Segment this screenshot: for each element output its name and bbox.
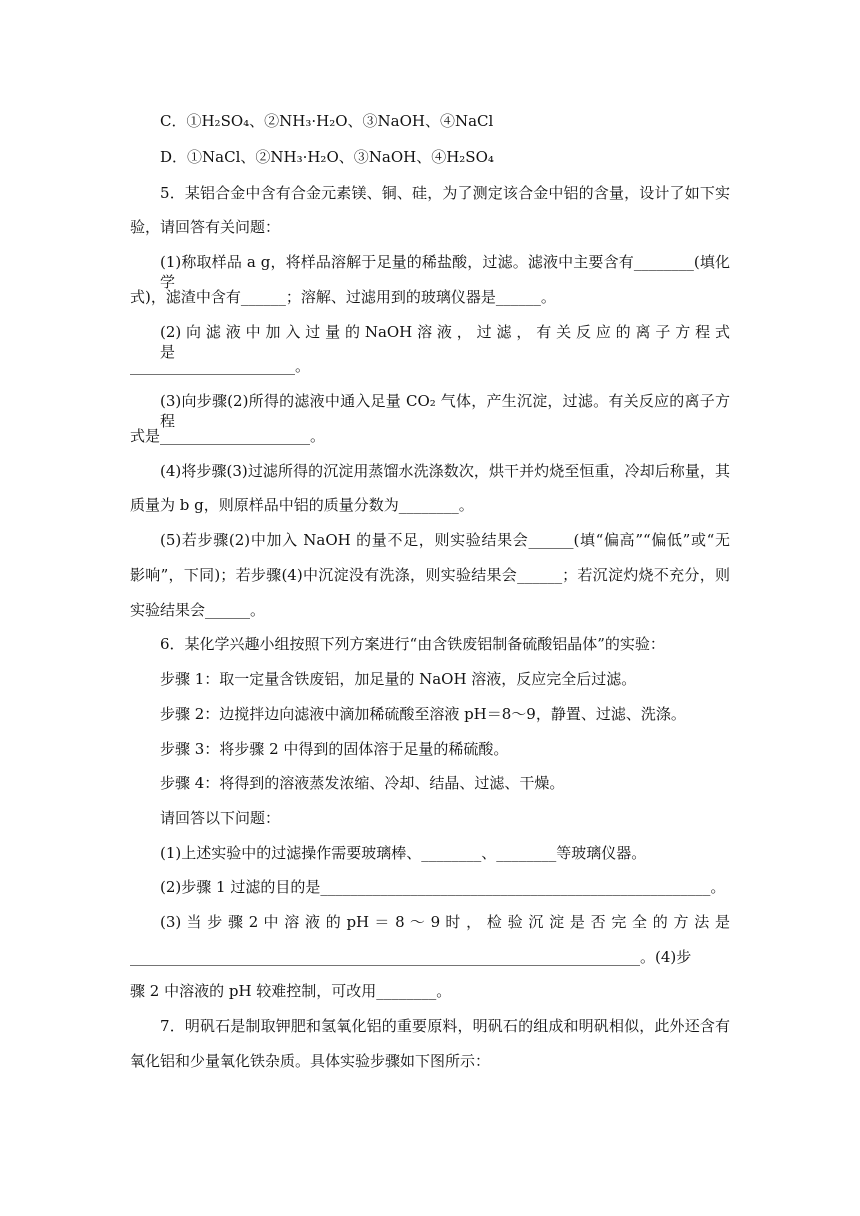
question-7-stem-cont: 氧化铝和少量氧化铁杂质。具体实验步骤如下图所示： — [130, 1052, 491, 1070]
q5-part-3-cont: 式是____________________。 — [130, 427, 326, 445]
q6-part-1: (1)上述实验中的过滤操作需要玻璃棒、________、________等玻璃仪器。 — [160, 844, 647, 862]
q6-step-2: 步骤 2：边搅拌边向滤液中滴加稀硫酸至溶液 pH＝8～9，静置、过滤、洗涤。 — [160, 705, 686, 723]
q5-part-1: (1)称取样品 a g，将样品溶解于足量的稀盐酸，过滤。滤液中主要含有________(填化学 — [160, 253, 730, 291]
q6-part-3: (3) 当 步 骤 2 中 溶 液 的 pH ＝ 8 ～ 9 时 ， 检 验 沉 淀 是 否 完 全 的 方 法 是 — [160, 913, 730, 931]
question-7-stem: 7．明矾石是制取钾肥和氢氧化铝的重要原料，明矾石的组成和明矾相似，此外还含有 — [160, 1017, 730, 1035]
q5-part-2-cont: ______________________。 — [130, 357, 311, 375]
q5-part-1-cont: 式)，滤渣中含有______；溶解、过滤用到的玻璃仪器是______。 — [130, 288, 556, 306]
q5-part-5-end: 实验结果会______。 — [130, 601, 266, 619]
q5-part-5-cont: 影响”，下同)；若步骤(4)中沉淀没有洗涤，则实验结果会______；若沉淀灼烧不充分，则 — [130, 566, 730, 584]
q6-step-3: 步骤 3：将步骤 2 中得到的固体溶于足量的稀硫酸。 — [160, 740, 509, 758]
q5-part-3: (3)向步骤(2)所得的滤液中通入足量 CO₂ 气体，产生沉淀，过滤。有关反应的离子方程 — [160, 392, 730, 430]
q5-part-5: (5)若步骤(2)中加入 NaOH 的量不足，则实验结果会______(填“偏高”“偏低”或“无 — [160, 531, 730, 549]
q6-step-1: 步骤 1：取一定量含铁废铝，加足量的 NaOH 溶液，反应完全后过滤。 — [160, 670, 637, 688]
q6-part-3-cont: ____________________________________________________________________。(4)步 — [130, 948, 692, 966]
q6-part-2: (2)步骤 1 过滤的目的是____________________________________________________。 — [160, 878, 726, 896]
option-d-line: D．①NaCl、②NH₃·H₂O、③NaOH、④H₂SO₄ — [160, 148, 494, 166]
q5-part-2: (2) 向 滤 液 中 加 入 过 量 的 NaOH 溶 液 ， 过 滤 ， 有 关 反 应 的 离 子 方 程 式 是 — [160, 323, 730, 361]
option-c-line: C．①H₂SO₄、②NH₃·H₂O、③NaOH、④NaCl — [160, 112, 494, 130]
question-5-stem: 5．某铝合金中含有合金元素镁、铜、硅，为了测定该合金中铝的含量，设计了如下实 — [160, 184, 730, 202]
question-6-stem: 6．某化学兴趣小组按照下列方案进行“由含铁废铝制备硫酸铝晶体”的实验： — [160, 635, 665, 653]
question-5-stem-cont: 验，请回答有关问题： — [130, 218, 281, 236]
q5-part-4-cont: 质量为 b g，则原样品中铝的质量分数为________。 — [130, 496, 474, 514]
q6-part-4: 骤 2 中溶液的 pH 较难控制，可改用________。 — [130, 982, 452, 1000]
q6-step-4: 步骤 4：将得到的溶液蒸发浓缩、冷却、结晶、过滤、干燥。 — [160, 774, 565, 792]
q6-prompt: 请回答以下问题： — [160, 809, 281, 827]
q5-part-4: (4)将步骤(3)过滤所得的沉淀用蒸馏水洗涤数次，烘干并灼烧至恒重，冷却后称量，其 — [160, 462, 730, 480]
